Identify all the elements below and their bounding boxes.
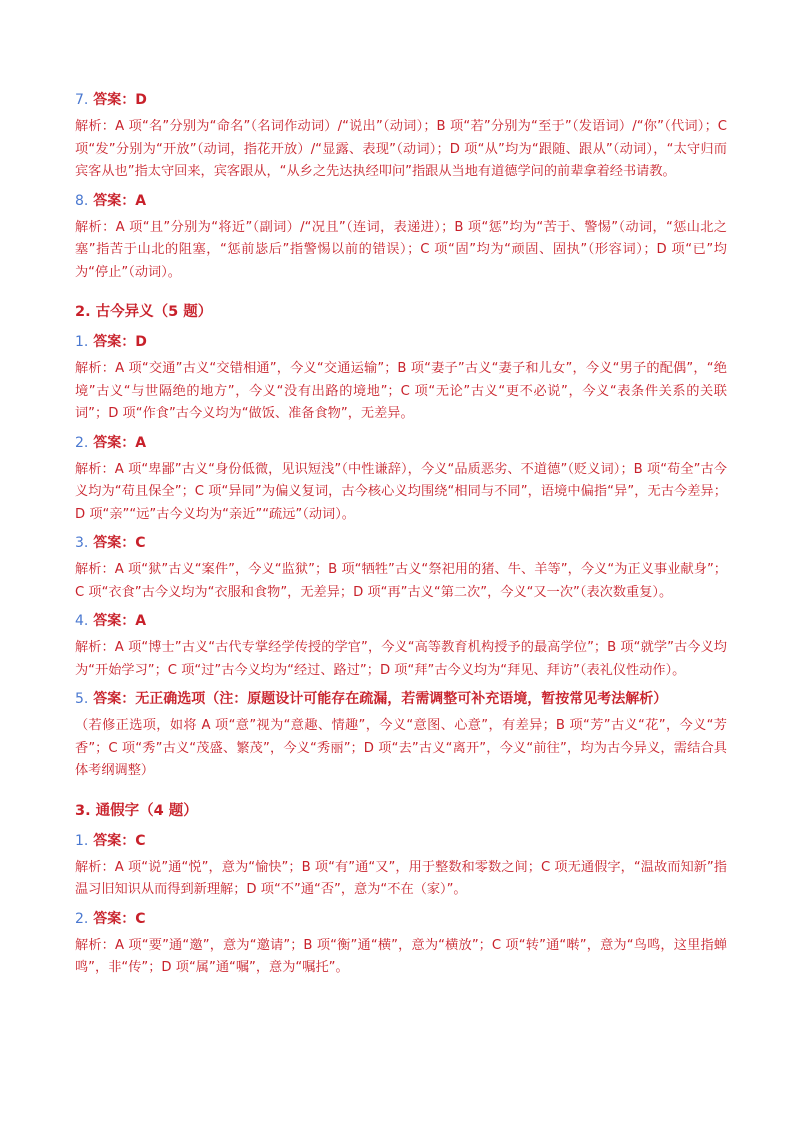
- explanation-paragraph: 解析：A 项“交通”古义“交错相通”，今义“交通运输”；B 项“妻子”古义“妻子和儿女”，今义“男子的配偶”，“绝境”古义“与世隔绝的地方”，今义“没有出路的境地”；C 项“无论”古义“更不必说”，今义“表条件关系的关联词”；D 项“作食”古今义均为“做饭、准备食物”，无差异。: [75, 361, 727, 421]
- answer-document: [75, 90, 727, 987]
- question-number: 7.: [75, 92, 89, 108]
- explanation-paragraph: 解析：A 项“博士”古义“古代专掌经学传授的学官”，今义“高等教育机构授予的最高学位”；B 项“就学”古今义均为“开始学习”；C 项“过”古今义均为“经过、路过”；D 项“拜”古今义均为“拜见、拜访”（表礼仪性动作）。: [75, 640, 727, 678]
- answer-heading: [75, 831, 727, 851]
- explanation-paragraph: 解析：A 项“名”分别为“命名”（名词作动词）/“说出”（动词）；B 项“若”分别为“至于”（发语词）/“你”（代词）；C 项“发”分别为“开放”（动词，指花开放）/“显露、表现”（动词）；D 项“从”均为“跟随、跟从”（动词），“太守归而宾客从也”指太守回来，宾客跟从，“从乡之先达执经叩问”指跟从当地有道德学问的前辈拿着经书请教。: [75, 119, 727, 179]
- answer-heading: [75, 433, 727, 453]
- question-number: 8.: [75, 192, 89, 209]
- answer-label: 答案：A: [93, 613, 147, 629]
- section-heading: 3. 通假字（4 题）: [75, 802, 198, 819]
- explanation-paragraph: （若修正选项，如将 A 项“意”视为“意趣、情趣”，今义“意图、心意”，有差异；B 项“芳”古义“花”，今义“芳香”；C 项“秀”古义“茂盛、繁茂”，今义“秀丽”；D 项“去”古义“离开”，今义“前往”，均为古今异义，需结合具体考纲调整）: [75, 718, 727, 778]
- question-number: 4.: [75, 613, 89, 629]
- question-number: 1.: [75, 832, 89, 849]
- answer-label: 答案：C: [93, 535, 146, 551]
- answer-heading: [75, 191, 727, 211]
- explanation-paragraph: 解析：A 项“要”通“邀”，意为“邀请”；B 项“衡”通“横”，意为“横放”；C 项“转”通“啭”，意为“鸟鸣，这里指蝉鸣”，非“传”；D 项“属”通“嘱”，意为“嘱托”。: [75, 937, 727, 975]
- answer-label: 答案：D: [93, 92, 147, 108]
- explanation-paragraph: 解析：A 项“且”分别为“将近”（副词）/“况且”（连词，表递进）；B 项“惩”均为“苦于、警惕”（动词，“惩山北之塞”指苦于山北的阻塞，“惩前毖后”指警惕以前的错误）；C 项“固”均为“顽固、固执”（形容词）；D 项“已”均为“停止”（动词）。: [75, 219, 727, 280]
- answer-label: 答案：D: [93, 334, 147, 350]
- answer-label: 答案：C: [93, 832, 146, 849]
- answer-heading: [75, 90, 727, 110]
- question-number: 2.: [75, 434, 89, 451]
- answer-label: 答案：无正确选项（注：原题设计可能存在疏漏，若需调整可补充语境，暂按常见考法解析）: [93, 691, 668, 707]
- answer-heading: [75, 611, 727, 631]
- question-number: 3.: [75, 535, 89, 551]
- answer-label: 答案：A: [93, 192, 147, 209]
- answer-heading: [75, 689, 727, 709]
- answer-heading: [75, 332, 727, 352]
- answer-label: 答案：C: [93, 910, 146, 927]
- section-heading: 2. 古今异义（5 题）: [75, 304, 213, 320]
- explanation-paragraph: 解析：A 项“狱”古义“案件”，今义“监狱”；B 项“牺牲”古义“祭祀用的猪、牛、羊等”，今义“为正义事业献身”；C 项“衣食”古今义均为“衣服和食物”，无差异；D 项“再”古义“第二次”，今义“又一次”（表次数重复）。: [75, 562, 727, 600]
- answer-label: 答案：A: [93, 434, 147, 451]
- answer-heading: [75, 533, 727, 553]
- explanation-paragraph: 解析：A 项“说”通“悦”，意为“愉快”；B 项“有”通“又”，用于整数和零数之间；C 项无通假字，“温故而知新”指温习旧知识从而得到新理解；D 项“不”通“否”，意为“不在（家）”。: [75, 859, 727, 897]
- explanation-paragraph: 解析：A 项“卑鄙”古义“身份低微，见识短浅”（中性谦辞），今义“品质恶劣、不道德”（贬义词）；B 项“苟全”古今义均为“苟且保全”；C 项“异同”为偏义复词，古今核心义均围绕“相同与不同”，语境中偏指“异”，无古今差异；D 项“亲”“远”古今义均为“亲近”“疏远”（动词）。: [75, 461, 727, 522]
- question-number: 2.: [75, 910, 89, 927]
- question-number: 5.: [75, 691, 89, 707]
- question-number: 1.: [75, 334, 89, 350]
- answer-heading: [75, 909, 727, 929]
